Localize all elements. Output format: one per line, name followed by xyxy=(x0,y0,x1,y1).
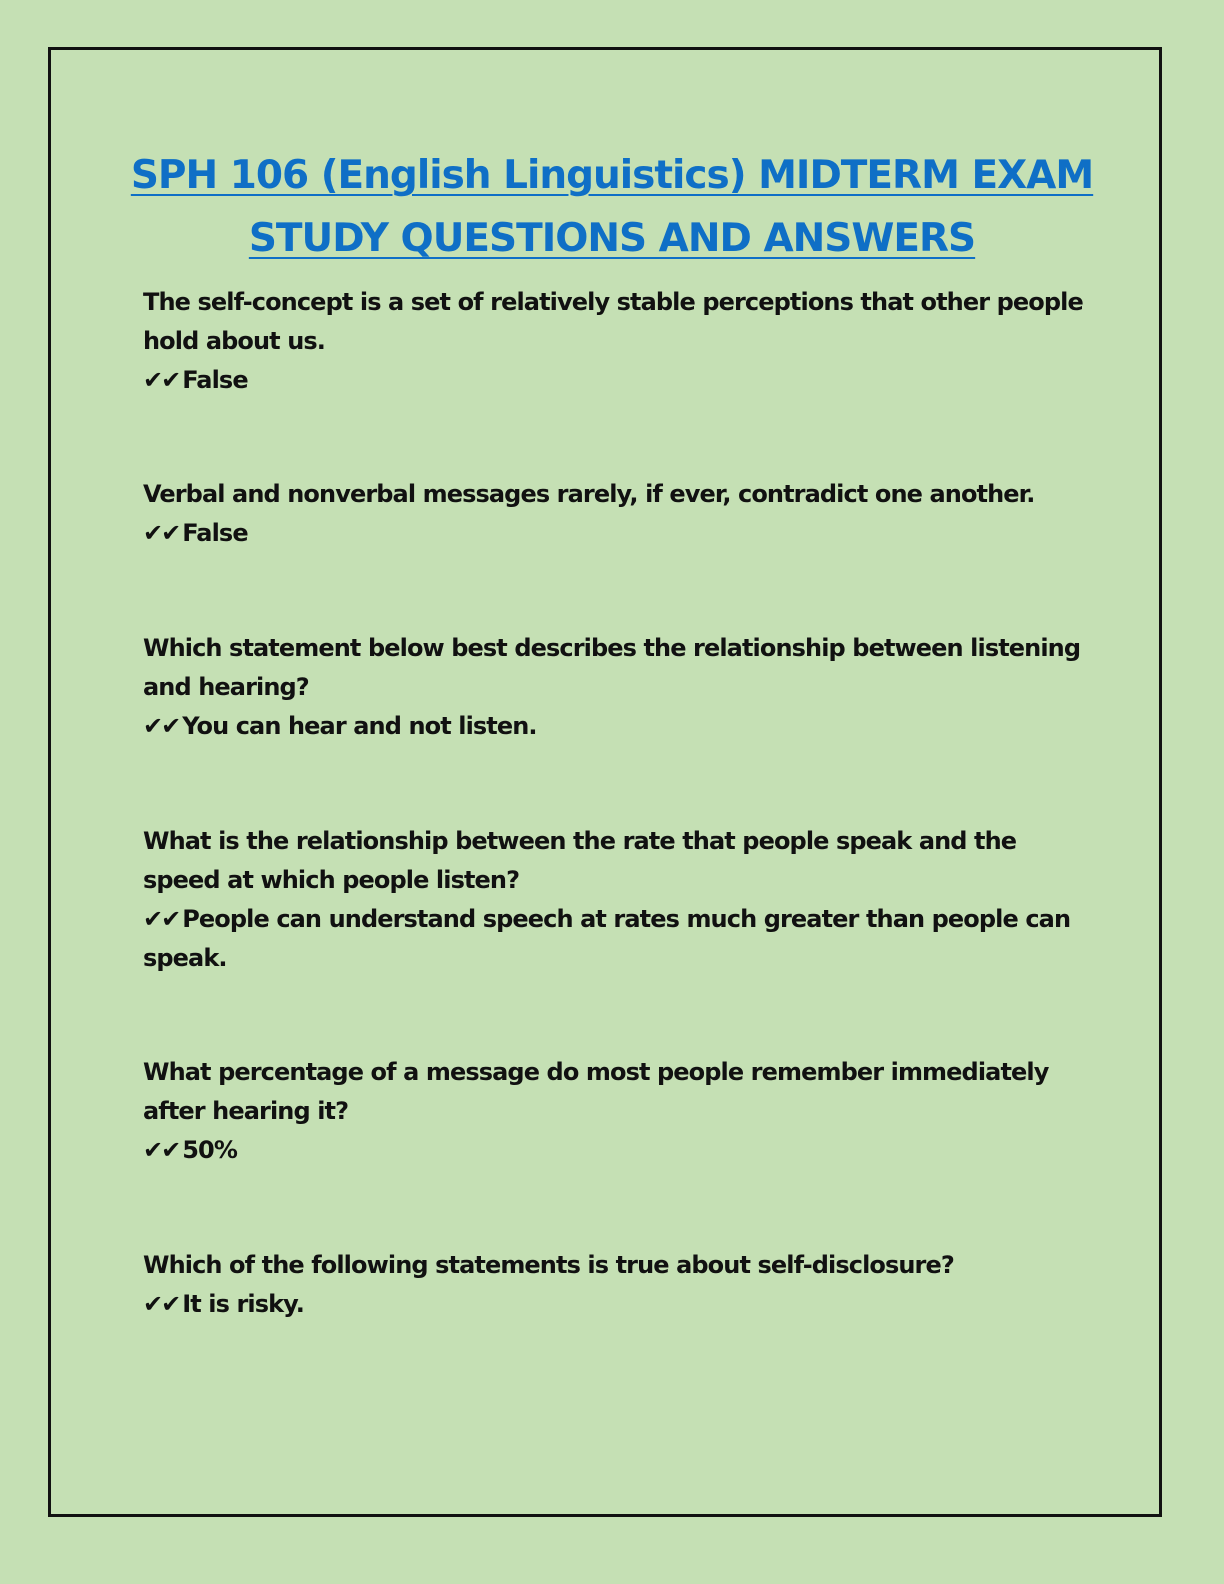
qa-item-2 xyxy=(143,475,1083,553)
answer-line xyxy=(143,900,1083,978)
answer-line xyxy=(143,361,1083,400)
answer-line xyxy=(143,1285,1083,1324)
question-text: Which statement below best describes the relationship between listening and hearing? xyxy=(143,634,1081,701)
qa-item-5 xyxy=(143,1053,1083,1170)
check-mark-icon: ✔✔ xyxy=(143,905,180,933)
check-mark-icon: ✔✔ xyxy=(143,519,180,547)
check-mark-icon: ✔✔ xyxy=(143,1290,180,1318)
question-text: Verbal and nonverbal messages rarely, if ever, contradict one another. xyxy=(143,480,1035,508)
answer-text: People can understand speech at rates much greater than people can speak. xyxy=(143,905,1071,972)
qa-item-1 xyxy=(143,283,1083,400)
qa-item-4 xyxy=(143,822,1083,978)
check-mark-icon: ✔✔ xyxy=(143,712,180,740)
answer-text: You can hear and not listen. xyxy=(182,712,537,740)
question-text: Which of the following statements is true about self-disclosure? xyxy=(143,1251,954,1279)
title-line-1: SPH 106 (English Linguistics) MIDTERM EXAM xyxy=(130,153,1094,198)
answer-text: It is risky. xyxy=(182,1290,304,1318)
answer-text: False xyxy=(182,519,248,547)
qa-item-3 xyxy=(143,629,1083,746)
question-text: What is the relationship between the rate that people speak and the speed at which people listen? xyxy=(143,827,1017,894)
question-text: The self-concept is a set of relatively stable perceptions that other people hold about us. xyxy=(143,288,1083,355)
answer-text: False xyxy=(182,366,248,394)
check-mark-icon: ✔✔ xyxy=(143,366,180,394)
question-text: What percentage of a message do most people remember immediately after hearing it? xyxy=(143,1058,1049,1125)
answer-line xyxy=(143,707,1083,746)
answer-line xyxy=(143,1131,1083,1170)
check-mark-icon: ✔✔ xyxy=(143,1136,180,1164)
answer-line xyxy=(143,514,1083,553)
document-title xyxy=(100,144,1124,270)
title-line-2: STUDY QUESTIONS AND ANSWERS xyxy=(248,216,976,261)
answer-text: 50% xyxy=(182,1136,237,1164)
qa-item-6 xyxy=(143,1246,1083,1324)
